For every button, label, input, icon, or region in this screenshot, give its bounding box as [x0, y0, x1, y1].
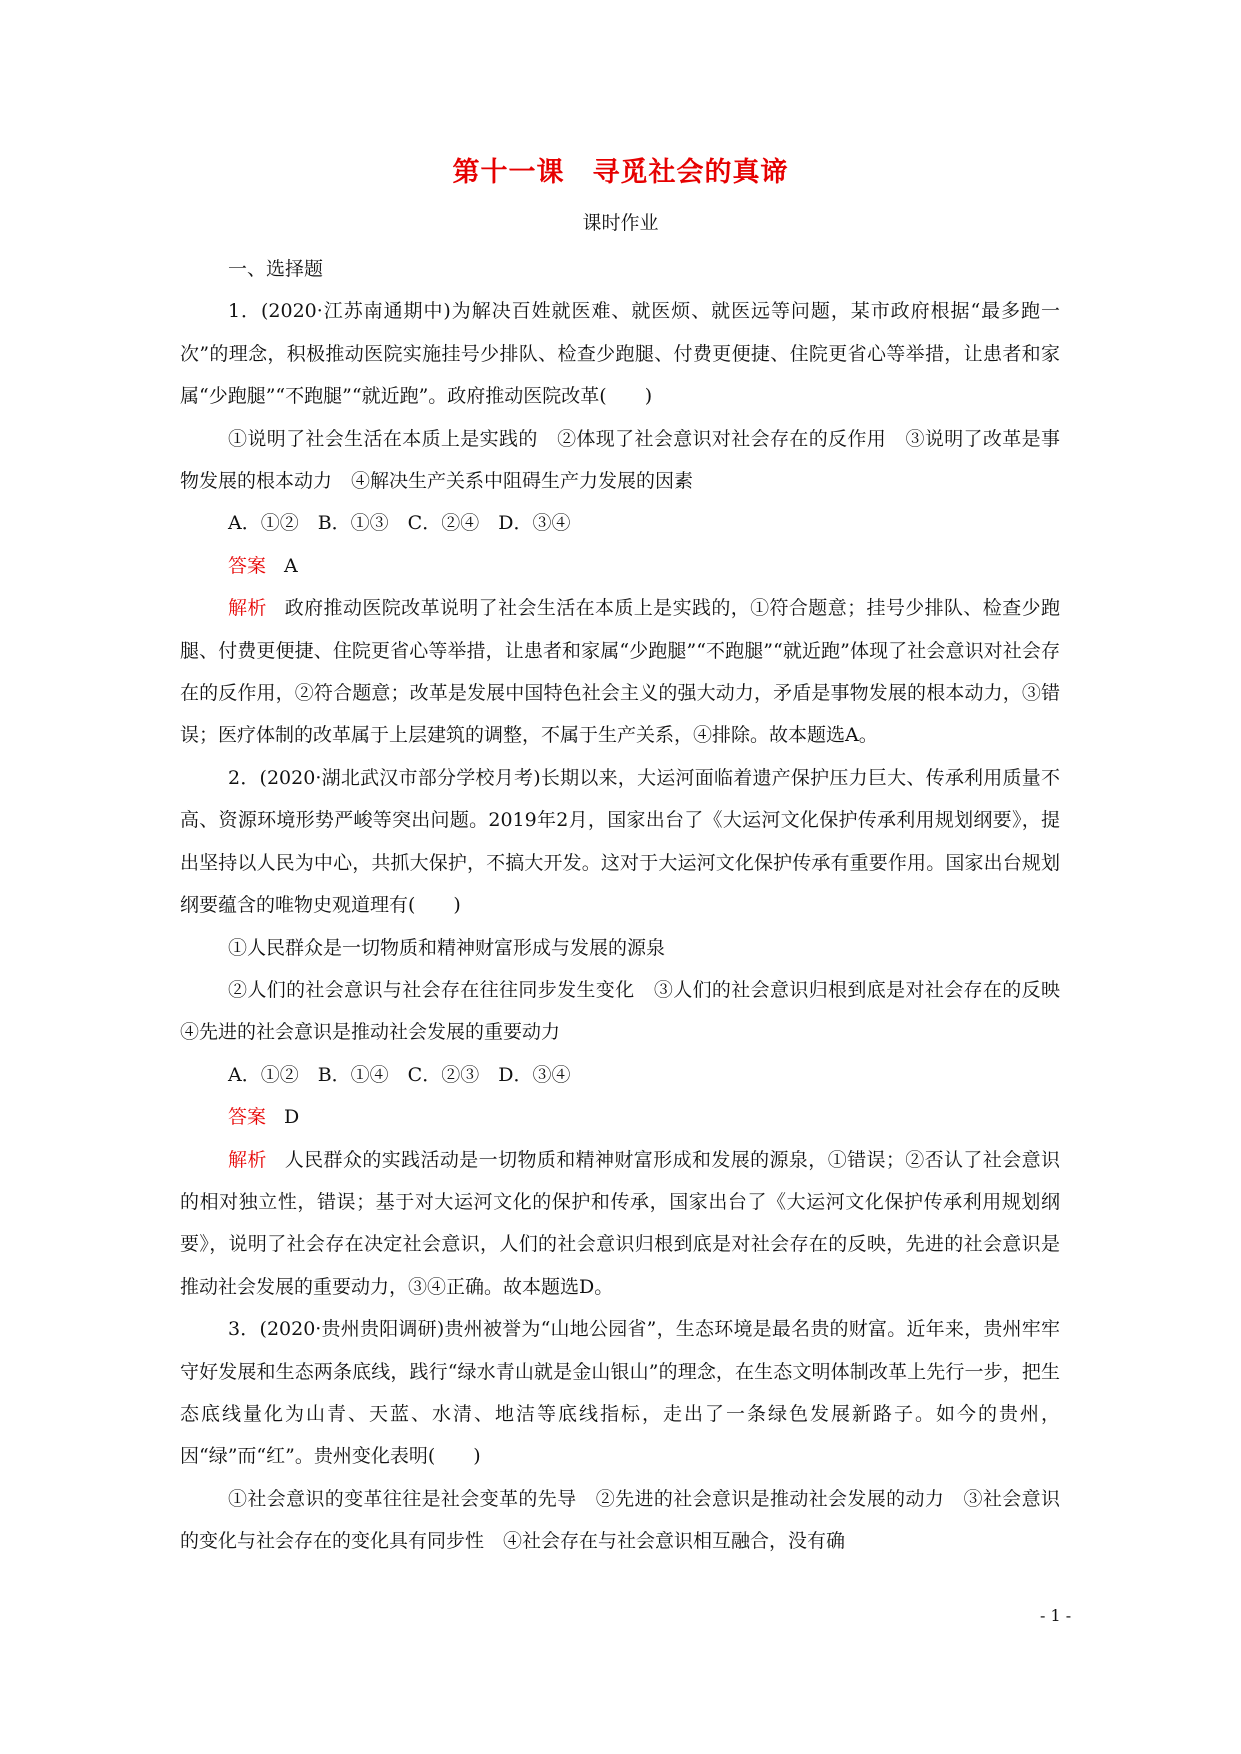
- analysis-paragraph: [180, 1139, 1060, 1309]
- answer-line: [180, 1096, 1060, 1138]
- page-subtitle: 课时作业: [582, 212, 659, 234]
- section-heading: 一、选择题: [228, 258, 324, 280]
- question-statements: ①人民群众是一切物质和精神财富形成与发展的源泉: [228, 936, 666, 959]
- analysis-text: 人民群众的实践活动是一切物质和精神财富形成和发展的源泉，①错误；②否认了社会意识的相对独立性，错误；基于对大运河文化的保护和传承，国家出台了《大运河文化保护传承利用规划纲要》，说明了社会存在决定社会意识，人们的社会意识归根到底是对社会存在的反映，先进的社会意识是推动社会发展的重要动力，③④正确。故本题选D。: [180, 1148, 1060, 1298]
- answer-value: D: [284, 1106, 300, 1129]
- page-title: 第十一课 寻觅社会的真谛: [452, 157, 789, 188]
- question-stem: 3．(2020·贵州贵阳调研)贵州被誉为“山地公园省”，生态环境是最名贵的财富。近年来，贵州牢牢守好发展和生态两条底线，践行“绿水青山就是金山银山”的理念，在生态文明体制改革上先行一步，把生态底线量化为山青、天蓝、水清、地洁等底线指标，走出了一条绿色发展新路子。如今的贵州，因“绿”而“红”。贵州变化表明( ): [180, 1318, 1060, 1468]
- page-number: - 1 -: [1040, 1606, 1072, 1625]
- question-stem: 1．(2020·江苏南通期中)为解决百姓就医难、就医烦、就医远等问题，某市政府根据“最多跑一次”的理念，积极推动医院实施挂号少排队、检查少跑腿、付费更便捷、住院更省心等举措，让患者和家属“少跑腿”“不跑腿”“就近跑”。政府推动医院改革( ): [180, 300, 1060, 408]
- analysis-label: 解析: [228, 597, 267, 620]
- analysis-text: 政府推动医院改革说明了社会生活在本质上是实践的，①符合题意；挂号少排队、检查少跑腿、付费更便捷、住院更省心等举措，让患者和家属“少跑腿”“不跑腿”“就近跑”体现了社会意识对社会存在的反作用，②符合题意；改革是发展中国特色社会主义的强大动力，矛盾是事物发展的根本动力，③错误；医疗体制的改革属于上层建筑的调整，不属于生产关系，④排除。故本题选A。: [180, 597, 1060, 747]
- analysis-paragraph: [180, 587, 1060, 757]
- document-body: [180, 248, 1080, 1563]
- question-stem: 2．(2020·湖北武汉市部分学校月考)长期以来，大运河面临着遗产保护压力巨大、传承利用质量不高、资源环境形势严峻等突出问题。2019年2月，国家出台了《大运河文化保护传承利用规划纲要》，提出坚持以人民为中心，共抓大保护，不搞大开发。这对于大运河文化保护传承有重要作用。国家出台规划纲要蕴含的唯物史观道理有( ): [180, 766, 1060, 917]
- analysis-label: 解析: [228, 1148, 267, 1171]
- answer-label: 答案: [228, 554, 267, 577]
- answer-value: A: [284, 554, 298, 577]
- question-options: A．①② B．①④ C．②③ D．③④: [228, 1063, 571, 1086]
- question-options: A．①② B．①③ C．②④ D．③④: [228, 512, 571, 535]
- answer-line: [180, 545, 1060, 587]
- question-statements: ①社会意识的变革往往是社会变革的先导 ②先进的社会意识是推动社会发展的动力 ③社会意识的变化与社会存在的变化具有同步性 ④社会存在与社会意识相互融合，没有确: [180, 1487, 1060, 1553]
- answer-label: 答案: [228, 1106, 267, 1129]
- question-statements: ②人们的社会意识与社会存在往往同步发生变化 ③人们的社会意识归根到底是对社会存在的反映 ④先进的社会意识是推动社会发展的重要动力: [180, 978, 1080, 1044]
- question-statements: ①说明了社会生活在本质上是实践的 ②体现了社会意识对社会存在的反作用 ③说明了改革是事物发展的根本动力 ④解决生产关系中阻碍生产力发展的因素: [180, 427, 1060, 493]
